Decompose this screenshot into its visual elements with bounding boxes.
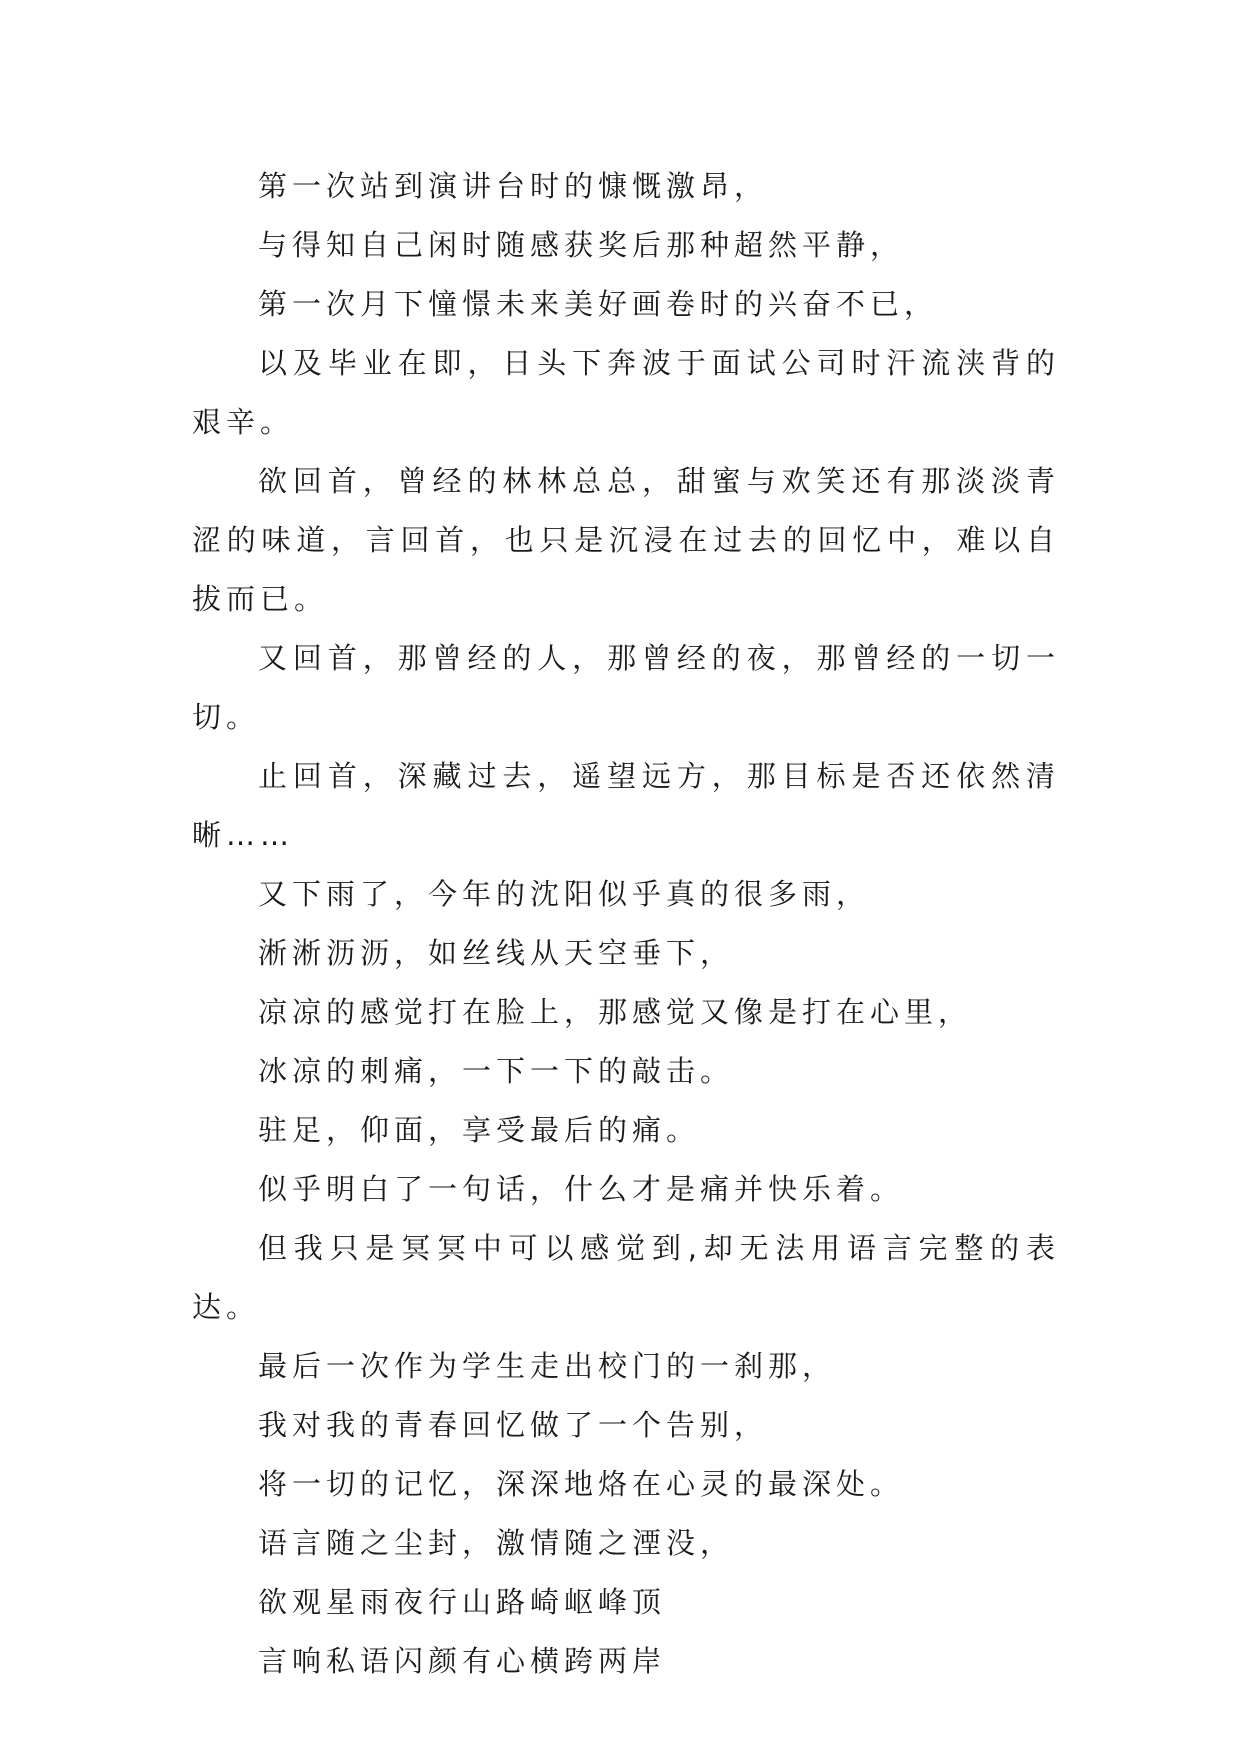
paragraph: 又下雨了，今年的沈阳似乎真的很多雨， [258, 877, 871, 911]
paragraph: 驻足，仰面，享受最后的痛。 [258, 1113, 701, 1147]
paragraph: 最后一次作为学生走出校门的一刹那， [258, 1349, 837, 1383]
paragraph: 淅淅沥沥，如丝线从天空垂下， [258, 936, 735, 970]
paragraph: 似乎明白了一句话，什么才是痛并快乐着。 [258, 1172, 905, 1206]
paragraph: 言响私语闪颜有心横跨两岸 [258, 1644, 667, 1678]
paragraph: 凉凉的感觉打在脸上，那感觉又像是打在心里， [258, 995, 973, 1029]
paragraph: 与得知自己闲时随感获奖后那种超然平静， [258, 228, 905, 262]
paragraph: 止回首，深藏过去，遥望远方，那目标是否还依然清晰…… [192, 759, 1060, 852]
paragraph: 冰凉的刺痛，一下一下的敲击。 [258, 1054, 735, 1088]
paragraph: 将一切的记忆，深深地烙在心灵的最深处。 [258, 1467, 905, 1501]
paragraph: 以及毕业在即，日头下奔波于面试公司时汗流浃背的艰辛。 [192, 346, 1060, 439]
paragraph: 欲观星雨夜行山路崎岖峰顶 [258, 1585, 667, 1619]
paragraph: 我对我的青春回忆做了一个告别， [258, 1408, 769, 1442]
body-text [192, 157, 1060, 1691]
paragraph: 又回首，那曾经的人，那曾经的夜，那曾经的一切一切。 [192, 641, 1060, 734]
paragraph: 语言随之尘封，激情随之湮没， [258, 1526, 735, 1560]
paragraph: 但我只是冥冥中可以感觉到,却无法用语言完整的表达。 [192, 1231, 1060, 1324]
paragraph: 欲回首，曾经的林林总总，甜蜜与欢笑还有那淡淡青涩的味道，言回首，也只是沉浸在过去的回忆中，难以自拔而已。 [192, 464, 1060, 616]
paragraph: 第一次月下憧憬未来美好画卷时的兴奋不已， [258, 287, 939, 321]
paragraph: 第一次站到演讲台时的慷慨激昂， [258, 169, 769, 203]
